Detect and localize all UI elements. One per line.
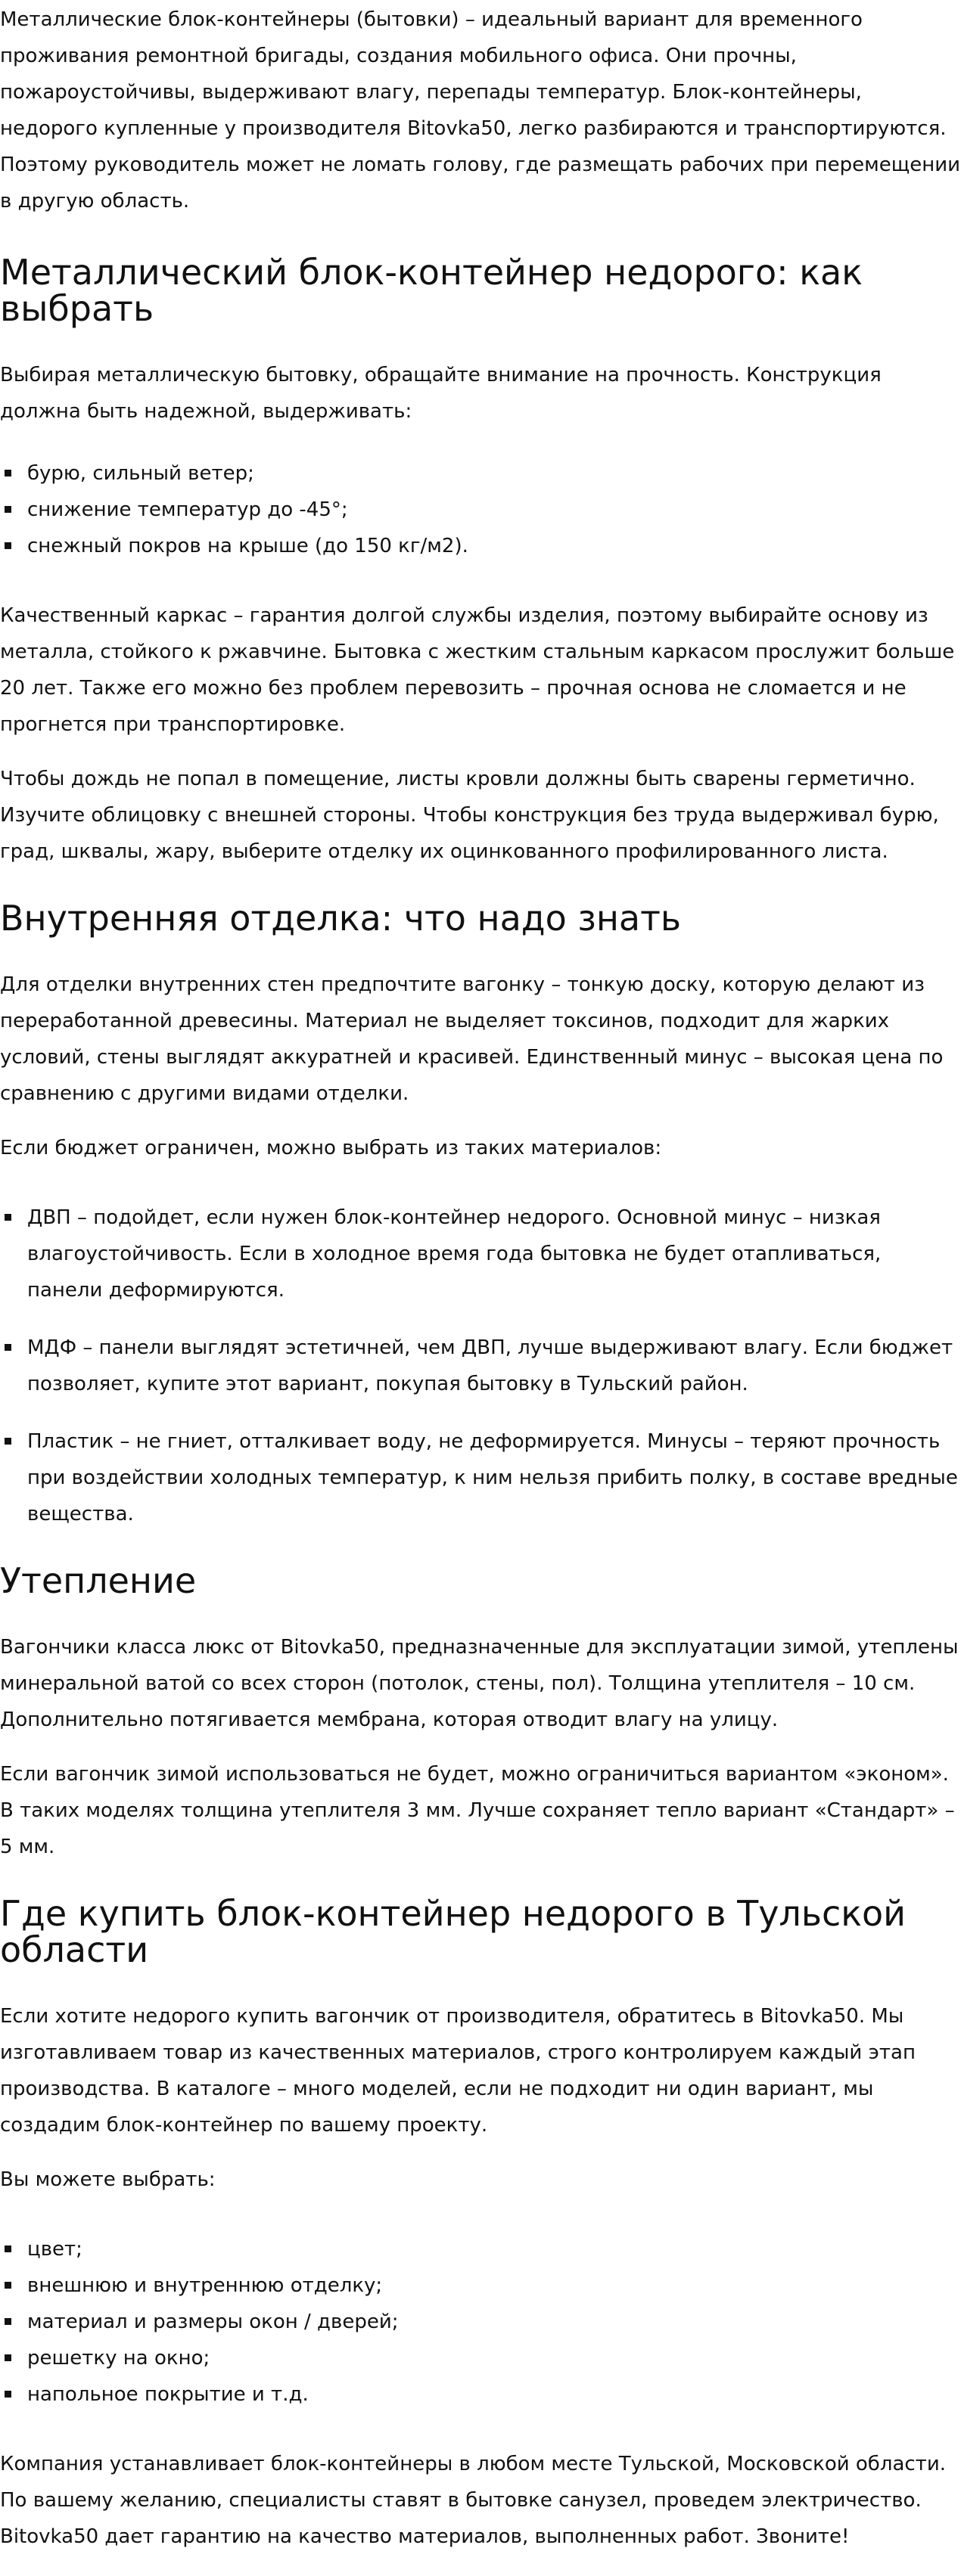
list-item-text: ДВП – подойдет, если нужен блок-контейнер недорого. Основной минус – низкая влагоустойчивость. Если в холодное время года бытовка не будет отапливаться, панели деформируются. [27, 1206, 882, 1302]
interior-paragraph-2: Если бюджет ограничен, можно выбрать из таких материалов: [0, 1137, 662, 1159]
choose-paragraph-3: Чтобы дождь не попал в помещение, листы кровли должны быть сварены герметично. Изучите облицовку с внешней стороны. Чтобы конструкция без труда выдерживал бурю, град, шквалы, жару, выберите отделку их оцинкованного профилированного листа. [0, 768, 939, 863]
interior-paragraph-1: Для отделки внутренних стен предпочтите вагонку – тонкую доску, которую делают из переработанной древесины. Материал не выделяет токсинов, подходит для жарких условий, стены выглядят аккуратней и красивей. Единственный минус – высокая цена по сравнению с другими видами отделки. [0, 973, 944, 1105]
insulation-paragraph-2: Если вагончик зимой использоваться не будет, можно ограничиться вариантом «эконом». В таких моделях толщина утеплителя 3 мм. Лучше сохраняет тепло вариант «Стандарт» – 5 мм. [0, 1763, 955, 1858]
list-item [0, 2231, 961, 2267]
list-item-text: напольное покрытие и т.д. [27, 2383, 309, 2406]
list-item-text: Пластик – не гниет, отталкивает воду, не деформируется. Минусы – теряют прочность при воздействии холодных температур, к ним нельзя прибить полку, в составе вредные вещества. [27, 1430, 958, 1525]
bullet-icon [5, 2354, 11, 2361]
intro-paragraph: Металлические блок-контейнеры (бытовки) – идеальный вариант для временного проживания ремонтной бригады, создания мобильного офиса. Они прочны, пожароустойчивы, выдерживают влагу, перепады температур. Блок-контейнеры, недорого купленные у производителя Bitovka50, легко разбираются и транспортируются. Поэтому руководитель может не ломать голову, где размещать рабочих при перемещении в другую область. [0, 8, 961, 213]
section-heading-insulation: Утепление [0, 1560, 197, 1601]
list-item [0, 2267, 961, 2304]
requirements-list [0, 455, 961, 564]
list-item [0, 1330, 961, 1402]
section-heading-interior: Внутренняя отделка: что надо знать [0, 898, 682, 939]
insulation-paragraph-1: Вагончики класса люкс от Bitovka50, предназначенные для эксплуатации зимой, утеплены минеральной ватой со всех сторон (потолок, стены, пол). Толщина утеплителя – 10 см. Дополнительно потягивается мембрана, которая отводит влагу на улицу. [0, 1636, 959, 1731]
bullet-icon [5, 1214, 11, 1221]
section-heading-buy: Где купить блок-контейнер недорого в Тульской области [0, 1893, 907, 1970]
bullet-icon [5, 2282, 11, 2289]
list-item-text: материал и размеры окон / дверей; [27, 2311, 399, 2333]
list-item-text: внешнюю и внутреннюю отделку; [27, 2274, 383, 2297]
buy-paragraph-2: Вы можете выбрать: [0, 2168, 216, 2191]
list-item-text: снижение температур до -45°; [27, 498, 348, 521]
list-item-text: цвет; [27, 2238, 82, 2261]
choose-paragraph-1: Выбирая металлическую бытовку, обращайте внимание на прочность. Конструкция должна быть надежной, выдерживать: [0, 364, 882, 423]
materials-list [0, 1200, 961, 1532]
bullet-icon [5, 2391, 11, 2398]
list-item-text: бурю, сильный ветер; [27, 462, 254, 485]
bullet-icon [5, 2318, 11, 2325]
bullet-icon [5, 2245, 11, 2252]
list-item [0, 2304, 961, 2340]
bullet-icon [5, 1438, 11, 1445]
list-item-text: снежный покров на крыше (до 150 кг/м2). [27, 535, 468, 557]
list-item-text: решетку на окно; [27, 2347, 210, 2370]
list-item [0, 455, 961, 492]
list-item [0, 2340, 961, 2376]
article [0, 2, 961, 2555]
list-item [0, 492, 961, 528]
list-item [0, 2376, 961, 2413]
choose-paragraph-2: Качественный каркас – гарантия долгой службы изделия, поэтому выбирайте основу из металла, стойкого к ржавчине. Бытовка с жестким стальным каркасом прослужит больше 20 лет. Также его можно без проблем перевозить – прочная основа не сломается и не прогнется при транспортировке. [0, 604, 955, 736]
bullet-icon [5, 470, 11, 476]
buy-paragraph-1: Если хотите недорого купить вагончик от производителя, обратитесь в Bitovka50. Мы изготавливаем товар из качественных материалов, строго контролируем каждый этап производства. В каталоге – много моделей, если не подходит ни один вариант, мы создадим блок-контейнер по вашему проекту. [0, 2005, 916, 2137]
bullet-icon [5, 1344, 11, 1351]
section-heading-choose: Металлический блок-контейнер недорого: как выбрать [0, 252, 863, 329]
bullet-icon [5, 506, 11, 513]
list-item [0, 1200, 961, 1308]
list-item-text: МДФ – панели выглядят эстетичней, чем ДВП, лучше выдерживают влагу. Если бюджет позволяет, купите этот вариант, покупая бытовку в Тульский район. [27, 1336, 953, 1395]
list-item [0, 528, 961, 564]
bullet-icon [5, 542, 11, 549]
list-item [0, 1423, 961, 1532]
options-list [0, 2231, 961, 2413]
buy-paragraph-3: Компания устанавливает блок-контейнеры в любом месте Тульской, Московской области. По вашему желанию, специалисты ставят в бытовке санузел, проведем электричество. Bitovka50 дает гарантию на качество материалов, выполненных работ. Звоните! [0, 2453, 946, 2548]
